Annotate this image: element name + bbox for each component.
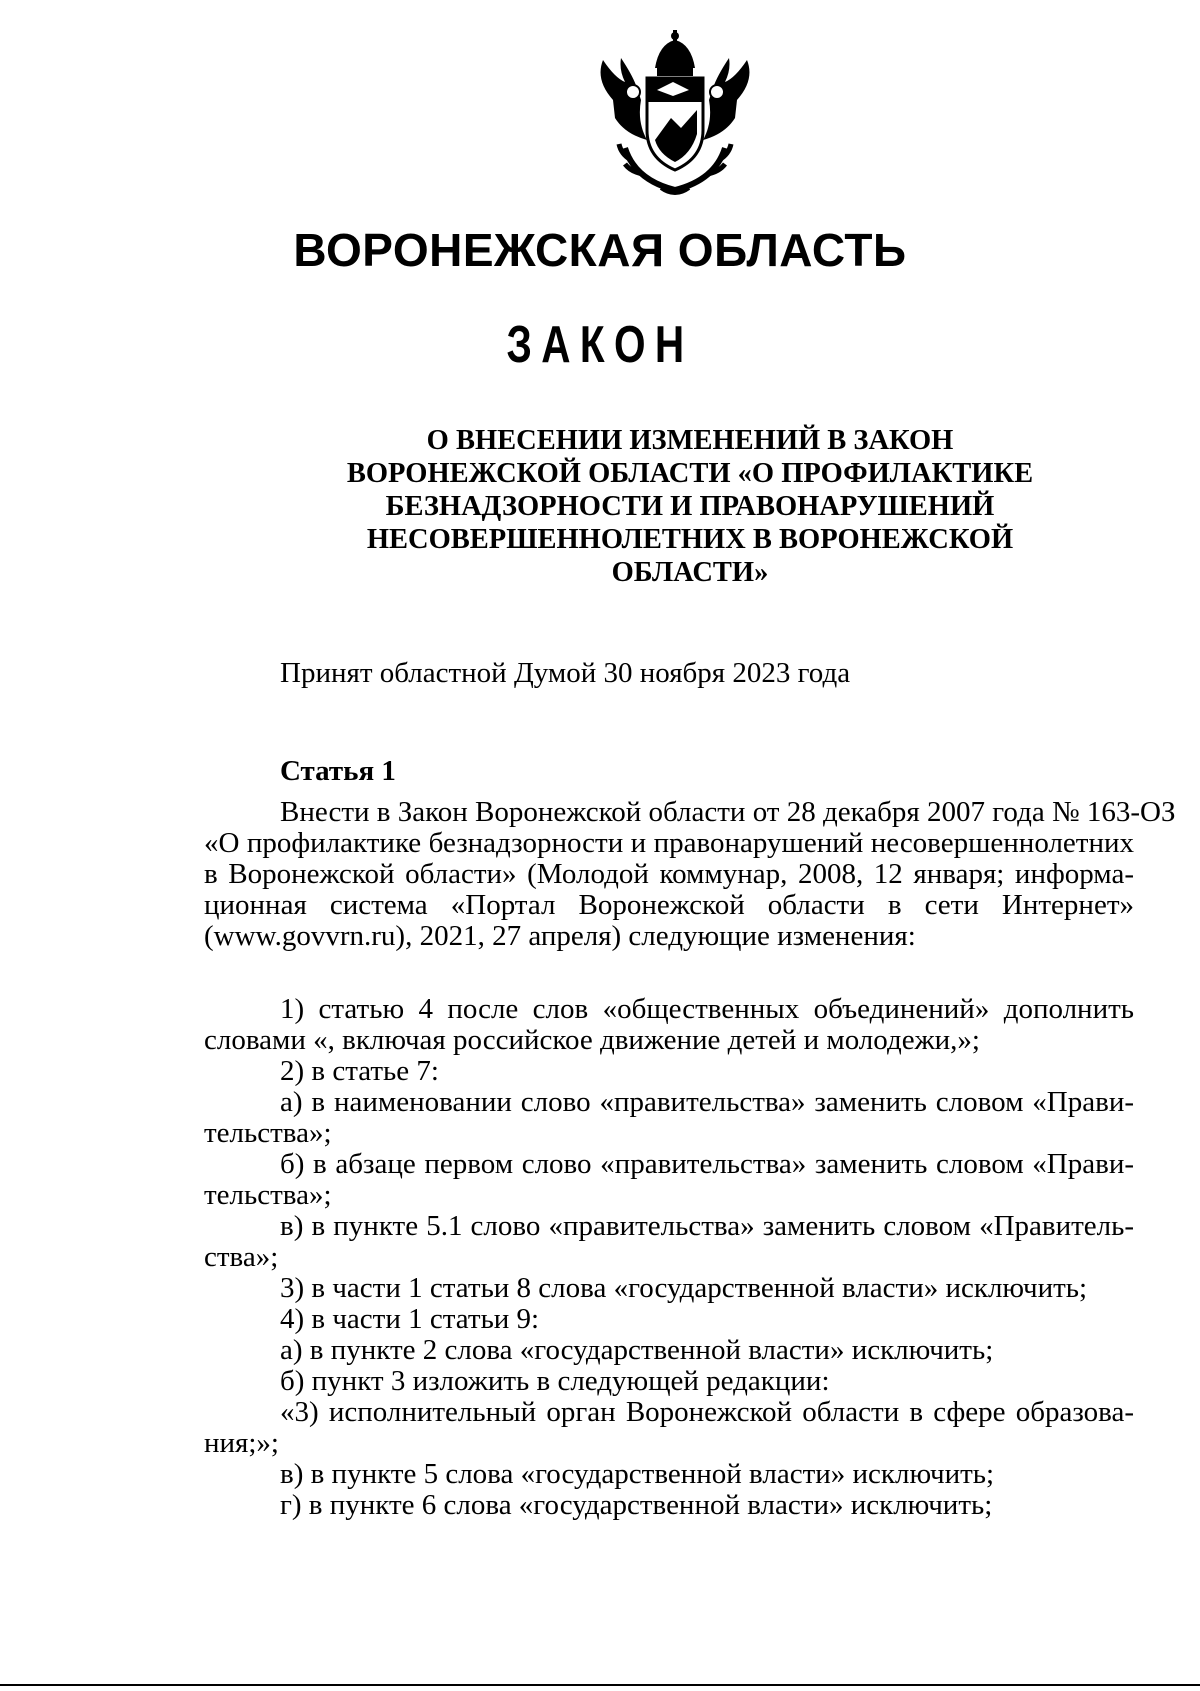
amendment-line: «3) исполнительный орган Воронежской области в сфере образова- [280,1396,1134,1428]
amendment-line: б) пункт 3 изложить в следующей редакции: [280,1365,830,1397]
amendment-line: г) в пункте 6 слова «государственной власти» исключить; [280,1489,993,1521]
law-title-line: ВОРОНЕЖСКОЙ ОБЛАСТИ «О ПРОФИЛАКТИКЕ [346,458,1034,489]
law-title [300,424,1080,589]
amendment-line: словами «, включая российское движение детей и молодежи,»; [204,1024,980,1056]
adoption-date-text: Принят областной Думой 30 ноября 2023 года [280,657,851,689]
amendment-line: ния;»; [204,1427,279,1459]
coat-of-arms-icon [585,30,765,200]
amendment-line: 3) в части 1 статьи 8 слова «государственной власти» исключить; [280,1272,1088,1304]
amendment-line: тельства»; [204,1179,332,1211]
paragraph-line: ционная система «Портал Воронежской области в сети Интернет» [204,889,1134,921]
paragraph-line: «О профилактике безнадзорности и правонарушений несовершеннолетних [204,827,1134,859]
amendment-line: 2) в статье 7: [280,1055,439,1087]
article-intro [204,796,1176,952]
paragraph-line: Внести в Закон Воронежской области от 28 декабря 2007 года № 163-ОЗ [280,796,1176,828]
amendment-line: б) в абзаце первом слово «правительства» заменить словом «Прави- [280,1148,1134,1180]
amendment-line: тельства»; [204,1117,332,1149]
amendments-list [204,994,1134,1521]
law-title-line: БЕЗНАДЗОРНОСТИ И ПРАВОНАРУШЕНИЙ [385,491,995,522]
amendment-line: а) в пункте 2 слова «государственной власти» исключить; [280,1334,994,1366]
article-heading: Статья 1 [280,755,396,787]
amendment-line: 4) в части 1 статьи 9: [280,1303,540,1335]
amendment-line: ства»; [204,1241,279,1273]
document-type: ЗАКОН [506,316,694,374]
amendment-line: в) в пункте 5.1 слово «правительства» заменить словом «Правитель- [280,1210,1134,1242]
paragraph-line: в Воронежской области» (Молодой коммунар, 2008, 12 января; информа- [204,858,1134,890]
law-title-line: О ВНЕСЕНИИ ИЗМЕНЕНИЙ В ЗАКОН [426,425,954,456]
region-name: ВОРОНЕЖСКАЯ ОБЛАСТЬ [293,224,907,276]
law-title-line: НЕСОВЕРШЕННОЛЕТНИХ В ВОРОНЕЖСКОЙ [366,524,1014,555]
amendment-line: а) в наименовании слово «правительства» заменить словом «Прави- [280,1086,1134,1118]
page-bottom-rule [0,1684,1200,1686]
amendment-line: 1) статью 4 после слов «общественных объединений» дополнить [280,993,1134,1025]
law-title-line: ОБЛАСТИ» [611,557,769,588]
adoption-note [204,658,1134,689]
paragraph-line: (www.govvrn.ru), 2021, 27 апреля) следующие изменения: [204,920,916,952]
amendment-line: в) в пункте 5 слова «государственной власти» исключить; [280,1458,995,1490]
